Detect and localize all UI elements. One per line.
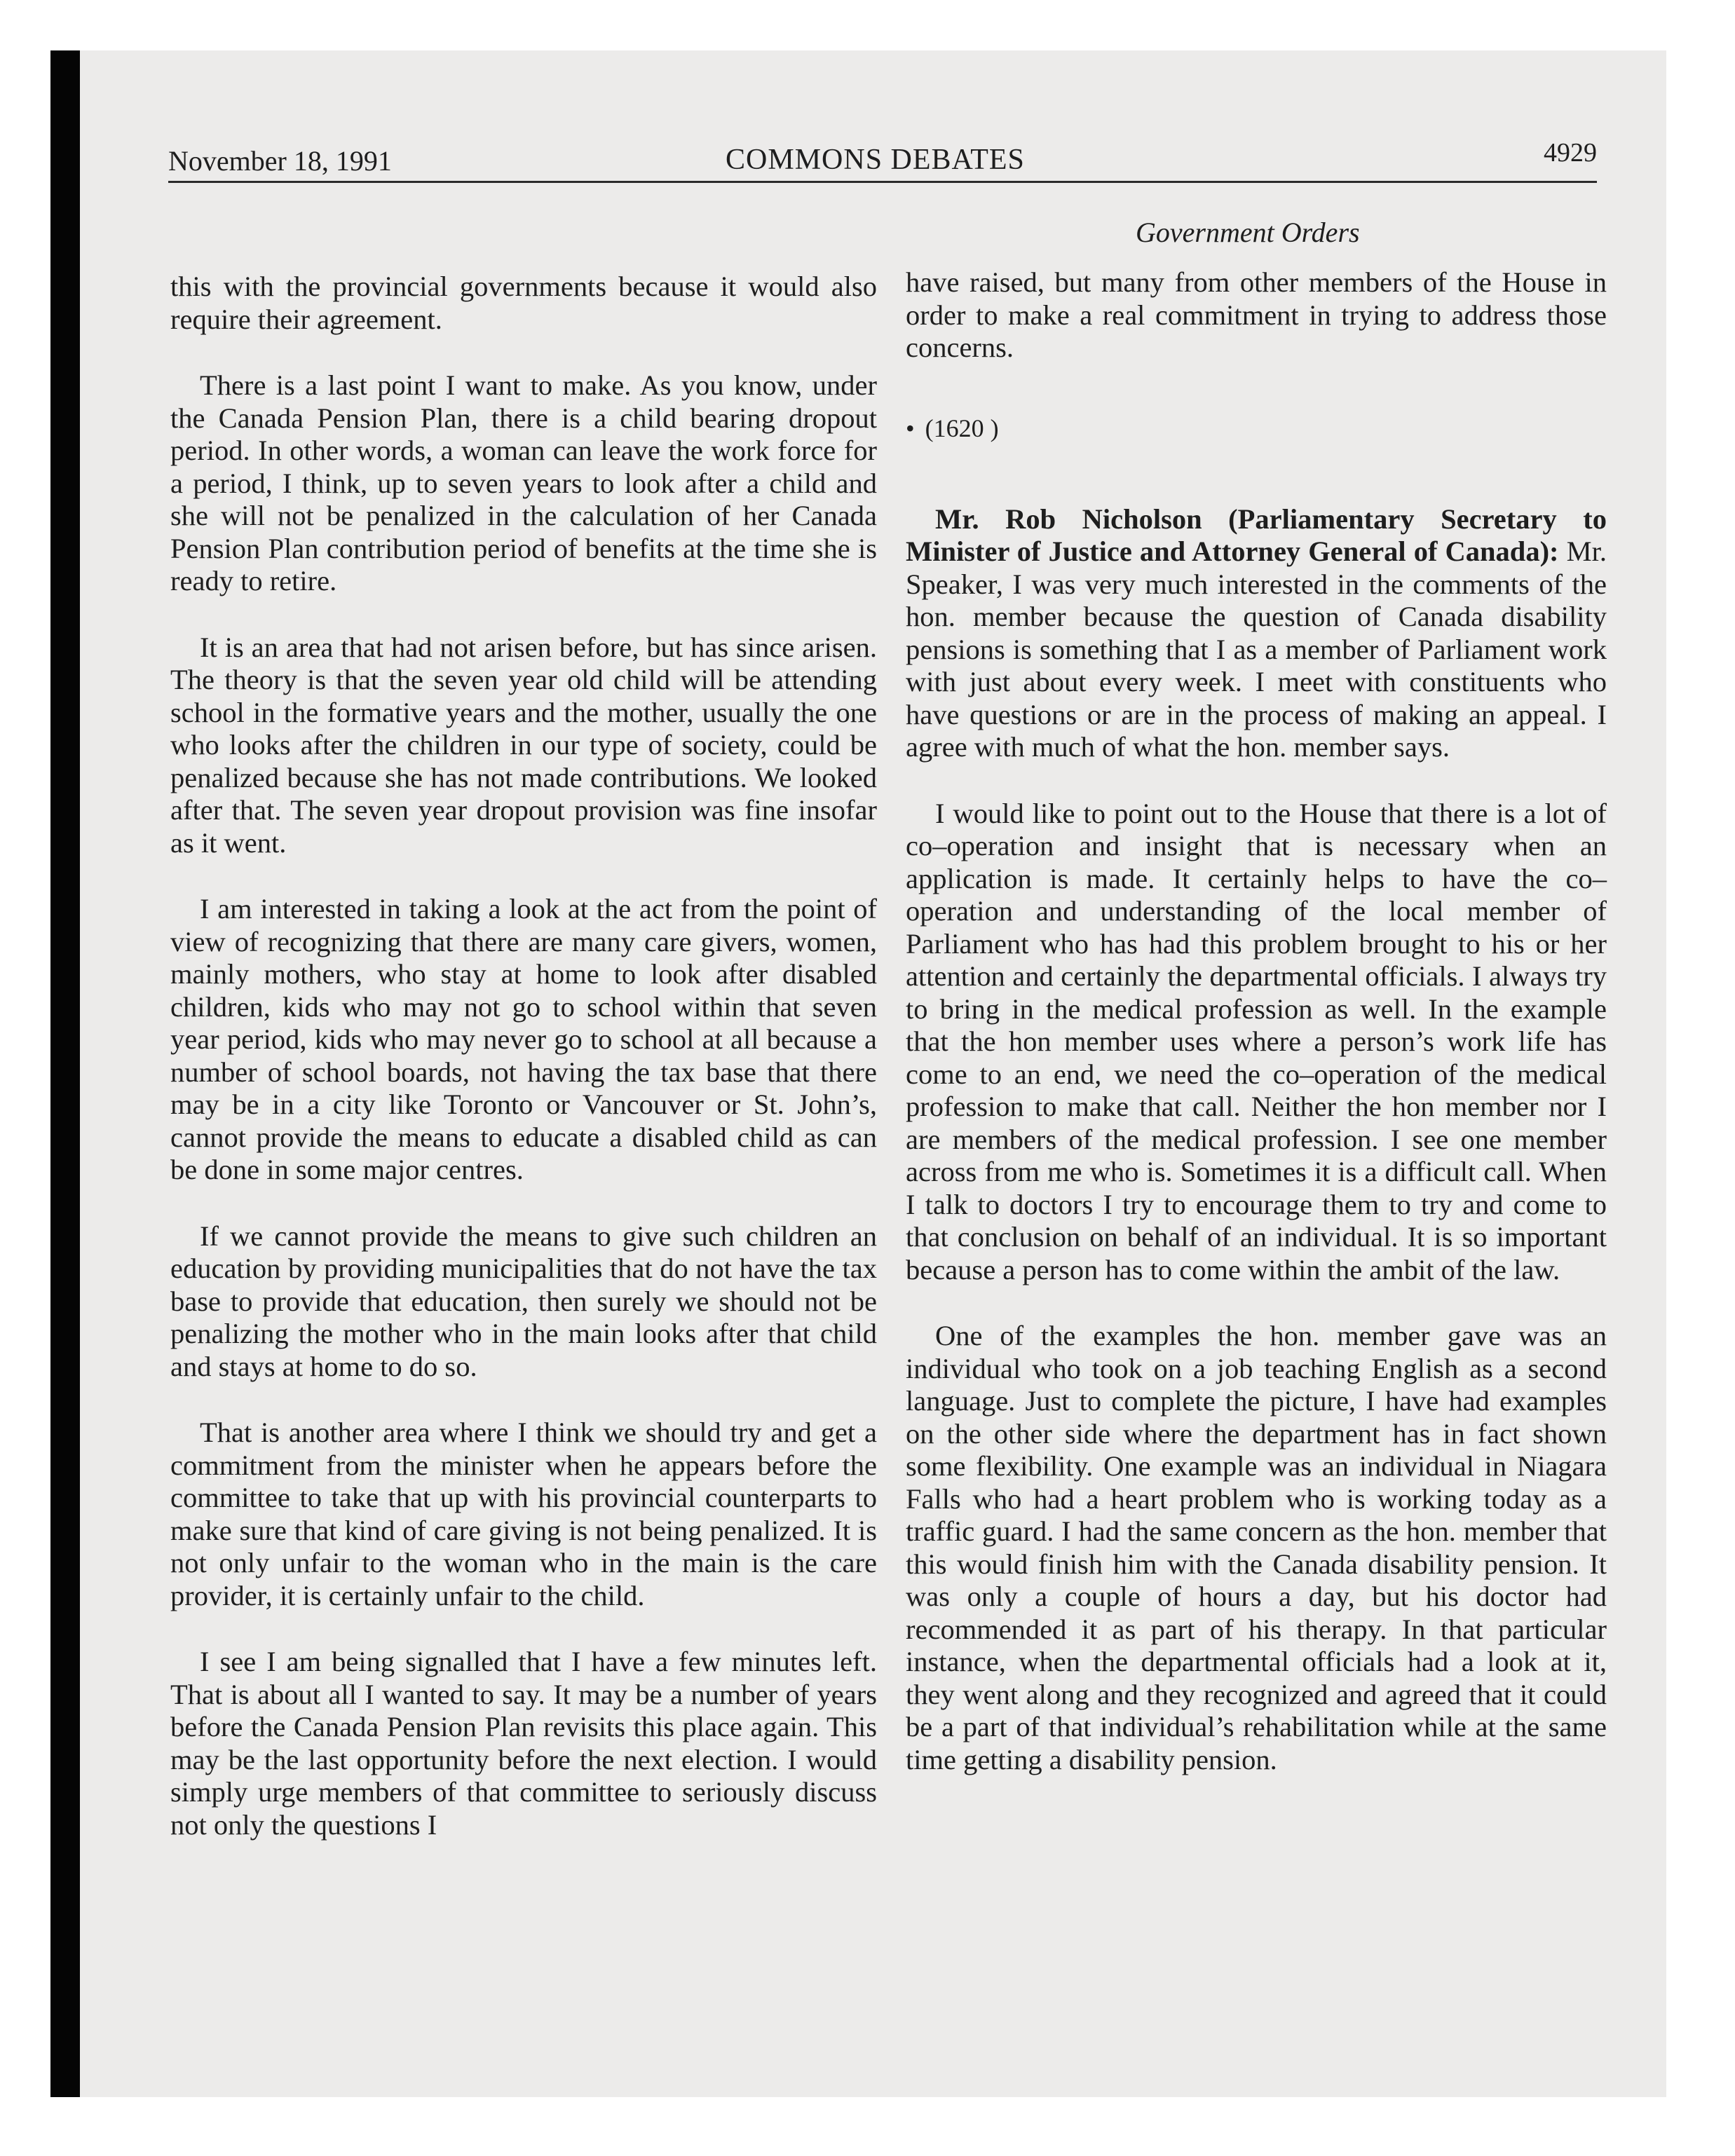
speech-text: Mr. Speaker, I was very much interested in the comments of the hon. member because the question of Canada disability pensions is something that I as a member of Parliament work with just about every week. I meet with constituents who have questions or are in the process of making an appeal. I agree with much of what the hon. member says. <box>906 535 1607 763</box>
paragraph: this with the provincial governments because it would also require their agreement. <box>170 271 877 335</box>
speaker-name: Mr. Rob Nicholson (Parliamentary Secretary to Minister of Justice and Attorney General of Canada): <box>906 503 1607 567</box>
bullet-icon: • <box>906 414 915 442</box>
paragraph: One of the examples the hon. member gave was an individual who took on a job teaching English as a second language. Just to complete the picture, I have had examples on the other side where the department has in fact shown some flexibility. One example was an individual in Niagara Falls who had a heart problem who is working today as a traffic guard. I had the same concern as the hon. member that this would finish him with the Canada disability pension. It was only a couple of hours a day, but his doctor had recommended it as part of his therapy. In that particular instance, when the departmental officials had a look at it, they went along and they recognized and agreed that it could be a part of that individual’s rehabilitation while at the same time getting a disability pension. <box>906 1320 1607 1775</box>
timestamp-marker <box>906 412 1607 444</box>
paragraph: There is a last point I want to make. As you know, under the Canada Pension Plan, there is a child bearing dropout period. In other words, a woman can leave the work force for a period, I think, up to seven years to look after a child and she will not be penalized in the calculation of her Canada Pension Plan contribution period of benefits at the time she is ready to retire. <box>170 369 877 596</box>
header-rule <box>168 181 1597 183</box>
right-column <box>906 266 1607 1810</box>
running-header <box>168 137 1597 181</box>
header-date: November 18, 1991 <box>168 145 392 177</box>
paragraph: That is another area where I think we should try and get a commitment from the minister when he appears before the committee to take that up with his provincial counterparts to make sure that kind of care giving is not being penalized. It is not only unfair to the woman who in the main is the care provider, it is certainly unfair to the child. <box>170 1417 877 1611</box>
paragraph: I see I am being signalled that I have a few minutes left. That is about all I wanted to say. It may be a number of years before the Canada Pension Plan revisits this place again. This may be the last opportunity before the next election. I would simply urge members of that committee to seriously discuss not only the questions I <box>170 1646 877 1841</box>
section-heading: Government Orders <box>1136 217 1360 248</box>
publication-title: COMMONS DEBATES <box>726 144 1025 176</box>
page-number: 4929 <box>1544 138 1597 168</box>
timestamp: (1620 ) <box>925 414 999 442</box>
paragraph: It is an area that had not arisen before, but has since arisen. The theory is that the seven year old child will be attending school in the formative years and the mother, usually the one who looks after the children in our type of society, could be penalized because she has not made contributions. We looked after that. The seven year dropout provision was fine insofar as it went. <box>170 631 877 859</box>
paragraph: If we cannot provide the means to give such children an education by providing municipalities that do not have the tax base to provide that education, then surely we should not be penalizing the mother who in the main looks after that child and stays at home to do so. <box>170 1220 877 1382</box>
paragraph: I would like to point out to the House that there is a lot of co–operation and insight that is necessary when an application is made. It certainly helps to have the co–operation and understanding of the local member of Parliament who has had this problem brought to his or her attention and certainly the departmental officials. I always try to bring in the medical profession as well. In the example that the hon member uses where a person’s work life has come to an end, we need the co–operation of the medical profession to make that call. Neither the hon member nor I are members of the medical profession. I see one member across from me who is. Sometimes it is a difficult call. When I talk to doctors I try to encourage them to try and come to that conclusion on behalf of an individual. It is so important because a person has to come within the ambit of the law. <box>906 797 1607 1285</box>
left-column <box>170 271 877 1875</box>
binding-edge <box>50 50 80 2097</box>
paragraph: have raised, but many from other members of the House in order to make a real commitment in trying to address those concerns. <box>906 266 1607 363</box>
paragraph: I am interested in taking a look at the act from the point of view of recognizing that there are many care givers, women, mainly mothers, who stay at home to look after disabled children, kids who may not go to school within that seven year period, kids who may never go to school at all because a number of school boards, not having the tax base that there may be in a city like Toronto or Vancouver or St. John’s, cannot provide the means to educate a disabled child as can be done in some major centres. <box>170 893 877 1185</box>
speech-paragraph <box>906 503 1607 764</box>
